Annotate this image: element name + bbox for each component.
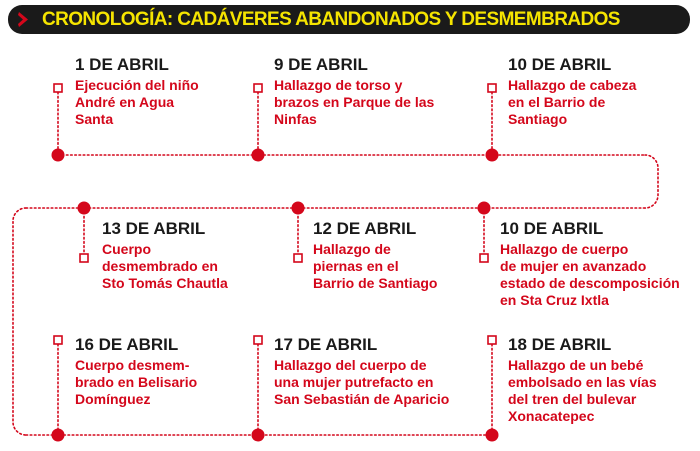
timeline-dot: [486, 429, 499, 442]
event-date: 9 DE ABRIL: [274, 55, 368, 74]
page-title: CRONOLOGÍA: CADÁVERES ABANDONADOS Y DESMEMBRADOS: [42, 9, 620, 30]
event-date: 17 DE ABRIL: [274, 335, 378, 354]
event-description: Hallazgo de torso y brazos en Parque de las Ninfas: [274, 77, 435, 127]
timeline-dot: [252, 429, 265, 442]
bullet-square: [80, 254, 88, 262]
event-description: Hallazgo de un bebé embolsado en las vías del tren del bulevar Xonacatepec: [508, 357, 657, 424]
bullet-square: [488, 336, 496, 344]
event-description: Hallazgo de cuerpo de mujer en avanzado estado de descomposición en Sta Cruz Ixtla: [500, 241, 680, 308]
event-description: Hallazgo del cuerpo de una mujer putrefacto en San Sebastián de Aparicio: [274, 357, 450, 407]
timeline-dot: [52, 149, 65, 162]
event-date: 1 DE ABRIL: [75, 55, 169, 74]
timeline-dot: [478, 202, 491, 215]
bullet-square: [488, 84, 496, 92]
event-date: 10 DE ABRIL: [508, 55, 612, 74]
event-description: Ejecución del niño André en Agua Santa: [75, 77, 199, 127]
bullet-square: [54, 336, 62, 344]
event-description: Cuerpo desmembrado en Sto Tomás Chautla: [102, 241, 228, 291]
timeline-dot: [292, 202, 305, 215]
bullet-square: [54, 84, 62, 92]
timeline-dot: [52, 429, 65, 442]
bullet-square: [254, 336, 262, 344]
event-date: 18 DE ABRIL: [508, 335, 612, 354]
timeline-dot: [78, 202, 91, 215]
event-description: Hallazgo de cabeza en el Barrio de Santiago: [508, 77, 637, 127]
event-description: Cuerpo desmem- brado en Belisario Domínguez: [75, 357, 198, 407]
timeline-dot: [252, 149, 265, 162]
event-date: 10 DE ABRIL: [500, 219, 604, 238]
event-date: 12 DE ABRIL: [313, 219, 417, 238]
event-date: 16 DE ABRIL: [75, 335, 179, 354]
event-description: Hallazgo de piernas en el Barrio de Santiago: [313, 241, 438, 291]
timeline-dot: [486, 149, 499, 162]
event-date: 13 DE ABRIL: [102, 219, 206, 238]
